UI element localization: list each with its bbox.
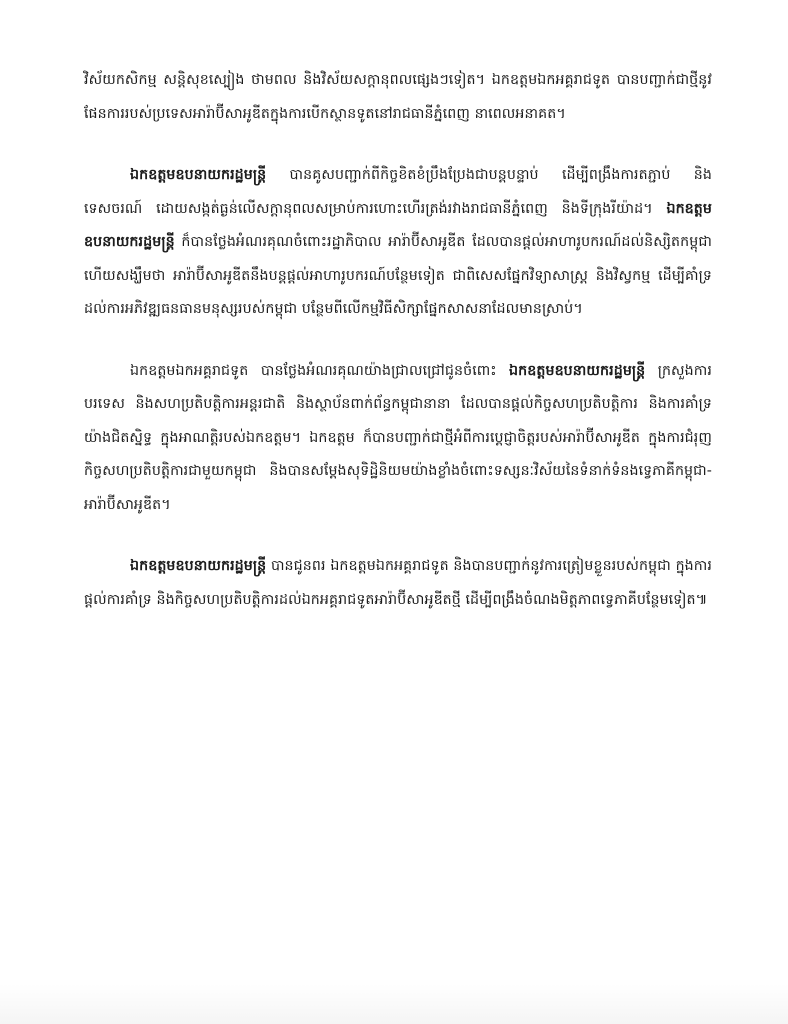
paragraph-2 [84, 159, 712, 327]
paragraph-3-text-2: ក្រសួងការបរទេស និងសហប្រតិបត្តិការអន្តរជាតិ និងស្ថាប័នពាក់ព័ន្ធកម្ពុជានានា ដែលបានផ្តល់កិច្ចសហប្រតិបត្តិការ និងការគាំទ្រយ៉ាងជិតស្និទ្ធ ក្នុងអាណត្តិរបស់ឯកឧត្តម។ ឯកឧត្តម ក៏បានបញ្ជាក់ជាថ្មីអំពីការប្តេជ្ញាចិត្តរបស់អារ៉ាប៊ីសាអូឌីត ក្នុងការជំរុញកិច្ចសហប្រតិបត្តិការជាមួយកម្ពុជា និងបានសម្តែងសុទិដ្ឋិនិយមយ៉ាងខ្លាំងចំពោះទស្សនៈវិស័យនៃទំនាក់ទំនងទ្វេភាគីកម្ពុជា-អារ៉ាប៊ីសាអូឌីត។ [84, 362, 712, 513]
paragraph-3-title: ឯកឧត្តមឧបនាយករដ្ឋមន្ត្រី [509, 362, 646, 379]
paragraph-4-title: ឯកឧត្តមឧបនាយករដ្ឋមន្ត្រី [130, 558, 267, 574]
document-body [84, 64, 712, 645]
paragraph-3 [84, 355, 712, 523]
paragraph-1-text: វិស័យកសិកម្ម សន្តិសុខស្បៀង ថាមពល និងវិស័យសក្តានុពលផ្សេងៗទៀត។ ឯកឧត្តមឯកអគ្គរាជទូត បានបញ្ជាក់ជាថ្មីនូវផែនការរបស់ប្រទេសអារ៉ាប៊ីសាអូឌីតក្នុងការបើកស្ថានទូតនៅរាជធានីភ្នំពេញ នាពេលអនាគត។ [84, 72, 712, 122]
paragraph-3-text-1: ឯកឧត្តមឯកអគ្គរាជទូត បានថ្លែងអំណរគុណយ៉ាងជ្រាលជ្រៅជូនចំពោះ [130, 362, 510, 379]
paragraph-2-text-2: ក៏បានថ្លែងអំណរគុណចំពោះរដ្ឋាភិបាល អារ៉ាប៊ីសាអូឌីត ដែលបានផ្តល់អាហារូបករណ៍ដល់និស្សិតកម្ពុជា ហើយសង្ឃឹមថា អារ៉ាប៊ីសាអូឌីតនឹងបន្តផ្តល់អាហារូបករណ៍បន្ថែមទៀត ជាពិសេសផ្នែកវិទ្យាសាស្ត្រ និងវិស្វកម្ម ដើម្បីគាំទ្រដល់ការអភិវឌ្ឍធនធានមនុស្សរបស់កម្ពុជា បន្ថែមពីលើកម្មវិធីសិក្សាផ្នែកសាសនាដែលមានស្រាប់។ [84, 234, 712, 317]
paragraph-4 [84, 550, 712, 617]
paragraph-4-text: បានជូនពរ ឯកឧត្តមឯកអគ្គរាជទូត និងបានបញ្ជាក់នូវការត្រៀមខ្លួនរបស់កម្ពុជា ក្នុងការផ្តល់ការគាំទ្រ និងកិច្ចសហប្រតិបត្តិការដល់ឯកអគ្គរាជទូតអារ៉ាប៊ីសាអូឌីតថ្មី ដើម្បីពង្រឹងចំណងមិត្តភាពទ្វេភាគីបន្ថែមទៀត៕ [84, 558, 712, 608]
paragraph-2-title-1: ឯកឧត្តមឧបនាយករដ្ឋមន្ត្រី [130, 167, 267, 183]
paragraph-1 [84, 64, 712, 131]
paragraph-2-title-2: ឯកឧត្តមឧបនាយករដ្ឋមន្ត្រី [84, 200, 712, 250]
page-bottom-shadow [0, 984, 788, 1024]
paragraph-2-text-1: បានគូសបញ្ជាក់ពីកិច្ចខិតខំប្រឹងប្រែងជាបន្តបន្ទាប់ ដើម្បីពង្រឹងការតភ្ជាប់ និងទេសចរណ៍ ដោយសង្កត់ធ្ងន់លើសក្តានុពលសម្រាប់ការហោះហើរត្រង់រវាងរាជធានីភ្នំពេញ និងទីក្រុងរីយ៉ាដ។ [84, 167, 712, 217]
